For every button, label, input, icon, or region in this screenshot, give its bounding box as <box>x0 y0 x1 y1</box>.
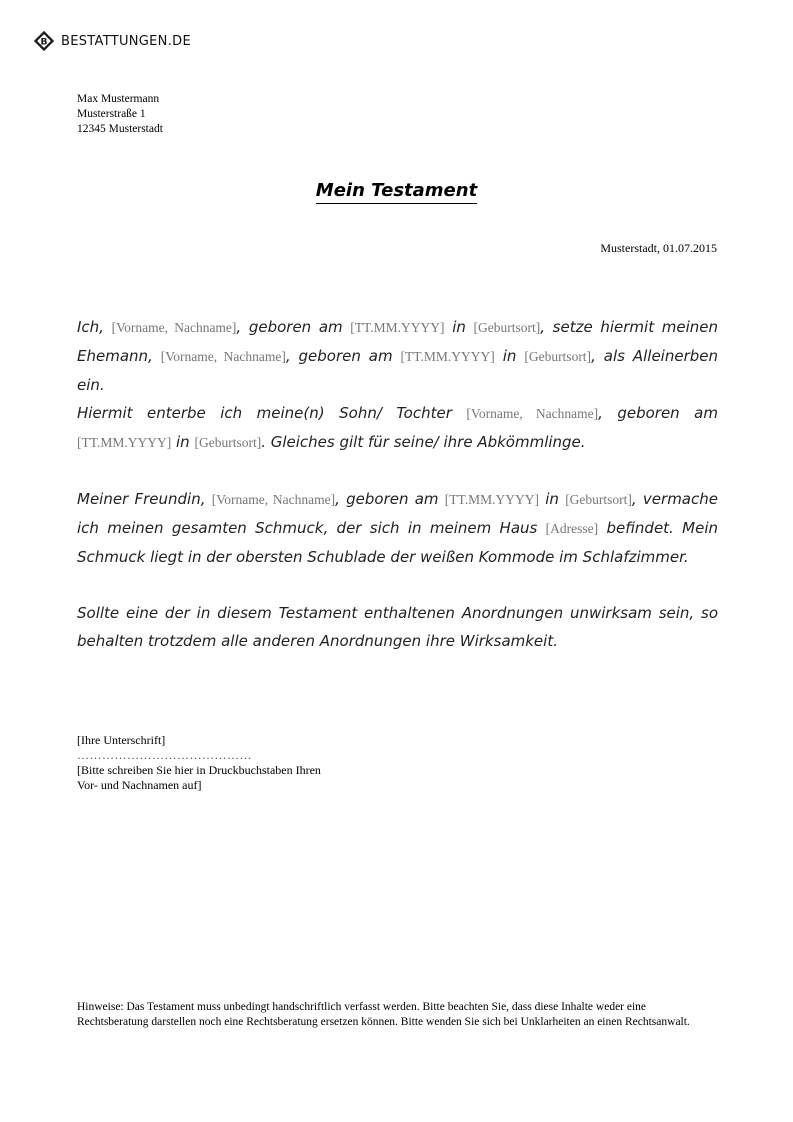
placeholder-birthplace: [Geburtsort] <box>565 492 632 507</box>
placeholder-date: [TT.MM.YYYY] <box>400 349 495 364</box>
place-date: Musterstadt, 01.07.2015 <box>600 241 717 255</box>
brand-logo[interactable] <box>33 30 191 52</box>
placeholder-birthplace: [Geburtsort] <box>194 435 262 450</box>
sender-name: Max Mustermann <box>77 93 160 105</box>
placeholder-name: [Vorname, Nachname] <box>466 406 599 421</box>
paragraph-disinherit: Hiermit enterbe ich meine(n) Sohn/ Tochter [Vorname, Nachname], geboren am [TT.MM.YYYY] in [Geburtsort]. Gleiches gilt für seine/ ihre Abkömmlinge. <box>77 404 718 451</box>
signature-label: [Ihre Unterschrift] <box>77 733 166 747</box>
signature-instruction: [Bitte schreiben Sie hier in Druckbuchstaben Ihren <box>77 763 321 777</box>
placeholder-date: [TT.MM.YYYY] <box>444 492 540 507</box>
placeholder-birthplace: [Geburtsort] <box>524 349 592 364</box>
paragraph-heir: Ich, [Vorname, Nachname], geboren am [TT.MM.YYYY] in [Geburtsort], setze hiermit meinen Ehemann, [Vorname, Nachname], geboren am [TT.MM.YYYY] in [Geburtsort], als Alleinerben ein. <box>77 318 719 394</box>
placeholder-date: [TT.MM.YYYY] <box>77 435 172 450</box>
placeholder-name: [Vorname, Nachname] <box>160 349 286 364</box>
paragraph-severability: Sollte eine der in diesem Testament enthaltenen Anordnungen unwirksam sein, so behalten trotzdem alle anderen Anordnungen ihre Wirksamkeit. <box>77 604 718 650</box>
testament-body <box>77 313 718 655</box>
placeholder-birthplace: [Geburtsort] <box>473 320 541 335</box>
logo-diamond-icon <box>33 30 55 52</box>
signature-instruction: Vor- und Nachnamen auf] <box>77 778 202 792</box>
svg-text:B: B <box>40 36 48 48</box>
footer-notice: Hinweise: Das Testament muss unbedingt handschriftlich verfasst werden. Bitte beachten Sie, dass diese Inhalte weder eine Rechtsberatung darstellen noch eine Rechtsberatung ersetzen können. Bitte wenden Sie sich bei Unklarheiten an einen Rechtsanwalt. <box>77 1001 690 1028</box>
sender-address <box>77 92 163 137</box>
sender-city: 12345 Musterstadt <box>77 123 163 135</box>
placeholder-name: [Vorname, Nachname] <box>111 320 237 335</box>
logo-text: BESTATTUNGEN.DE <box>61 33 191 49</box>
sender-street: Musterstraße 1 <box>77 108 146 120</box>
paragraph-bequest: Meiner Freundin, [Vorname, Nachname], geboren am [TT.MM.YYYY] in [Geburtsort], vermache ich meinen gesamten Schmuck, der sich in meinem Haus [Adresse] befindet. Mein Schmuck liegt in der obersten Schublade der weißen Kommode im Schlafzimmer. <box>77 490 718 566</box>
placeholder-date: [TT.MM.YYYY] <box>350 320 445 335</box>
placeholder-name: [Vorname, Nachname] <box>211 492 336 507</box>
signature-block <box>77 733 321 793</box>
placeholder-address: [Adresse] <box>545 521 599 536</box>
document-title-wrap <box>0 180 793 201</box>
document-title: Mein Testament <box>316 180 477 204</box>
signature-line: …………………………………… <box>77 748 252 762</box>
